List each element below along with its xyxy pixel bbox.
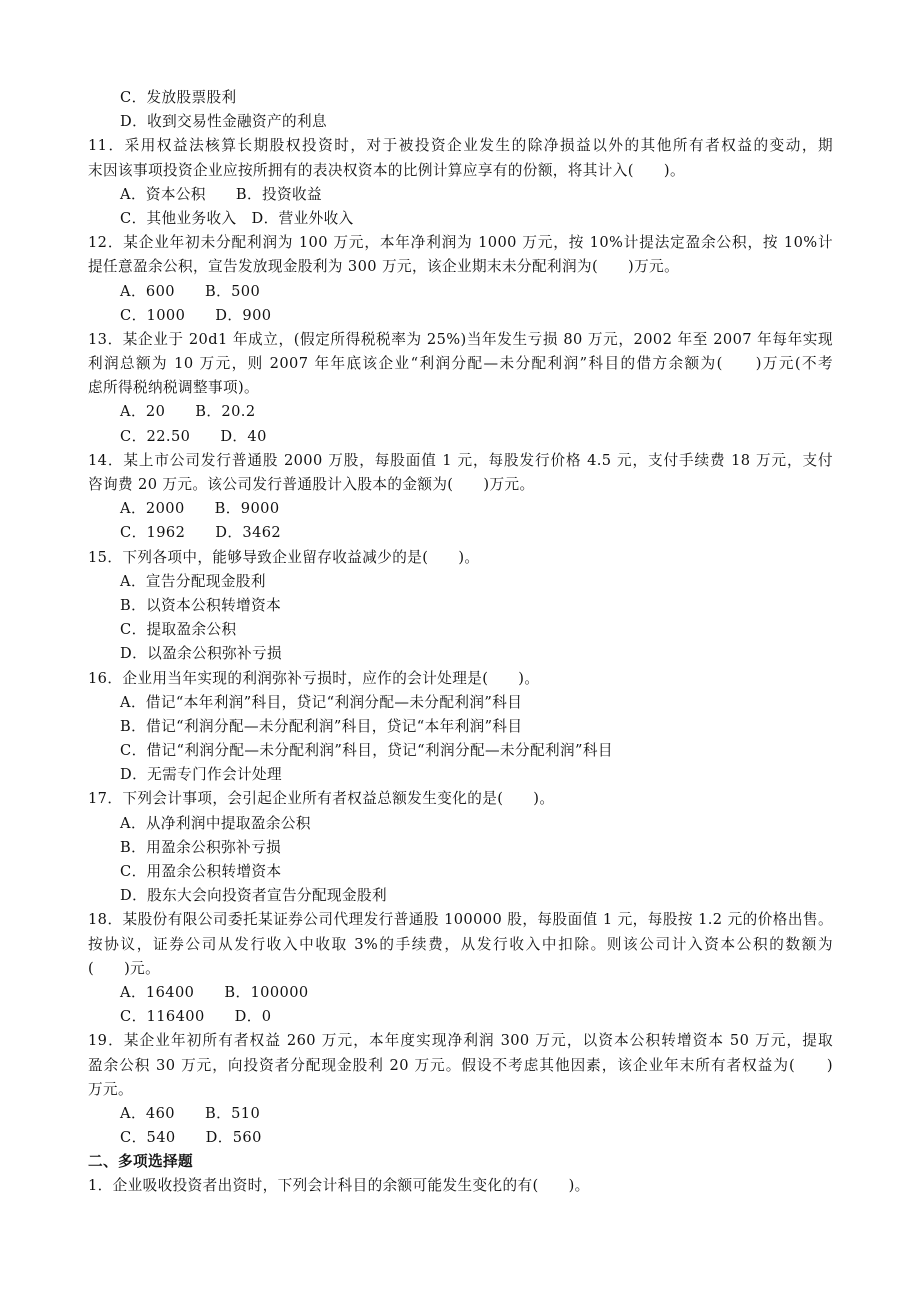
answer-option: C．22.50 D．40 <box>120 427 267 445</box>
question-text: 利润总额为 10 万元，则 2007 年年底该企业“利润分配—未分配利润”科目的借方余额为( )万元(不考 <box>88 355 833 373</box>
answer-option: B．用盈余公积弥补亏损 <box>120 838 282 856</box>
question-text: 16．企业用当年实现的利润弥补亏损时，应作的会计处理是( )。 <box>88 669 540 687</box>
answer-option: A．20 B．20.2 <box>120 403 256 421</box>
question-text: 1．企业吸收投资者出资时，下列会计科目的余额可能发生变化的有( )。 <box>88 1177 590 1195</box>
question-text: 万元。 <box>88 1080 133 1098</box>
answer-option: C．1962 D．3462 <box>120 524 282 542</box>
question-text: 13．某企业于 20d1 年成立，(假定所得税税率为 25%)当年发生亏损 80 万元，2002 年至 2007 年每年实现 <box>88 330 833 348</box>
answer-option: D．股东大会向投资者宣告分配现金股利 <box>120 887 387 905</box>
question-text: 15．下列各项中，能够导致企业留存收益减少的是( )。 <box>88 548 480 566</box>
answer-option: C．提取盈余公积 <box>120 621 237 639</box>
answer-option: B．借记“利润分配—未分配利润”科目，贷记“本年利润”科目 <box>120 717 523 735</box>
answer-option: C．用盈余公积转增资本 <box>120 863 282 880</box>
answer-option: D．收到交易性金融资产的利息 <box>120 113 328 131</box>
answer-option: A．460 B．510 <box>120 1104 261 1122</box>
document-page <box>0 86 920 1199</box>
question-text: 14．某上市公司发行普通股 2000 万股，每股面值 1 元，每股发行价格 4.5 元，支付手续费 18 万元，支付 <box>88 451 833 469</box>
answer-option: A．2000 B．9000 <box>120 500 280 518</box>
question-text: 虑所得税纳税调整事项)。 <box>88 379 260 397</box>
question-text: 按协议，证券公司从发行收入中收取 3%的手续费，从发行收入中扣除。则该公司计入资本公积的数额为 <box>88 935 833 953</box>
question-text: 17．下列会计事项，会引起企业所有者权益总额发生变化的是( )。 <box>88 790 555 808</box>
answer-option: C．1000 D．900 <box>120 306 272 324</box>
answer-option: C．发放股票股利 <box>120 89 237 106</box>
question-text: 18．某股份有限公司委托某证券公司代理发行普通股 100000 股，每股面值 1 元，每股按 1.2 元的价格出售。 <box>88 911 833 929</box>
answer-option: D．无需专门作会计处理 <box>120 766 283 784</box>
section-heading: 二、多项选择题 <box>88 1153 193 1171</box>
question-text: ( )元。 <box>88 959 161 977</box>
question-text: 咨询费 20 万元。该公司发行普通股计入股本的金额为( )万元。 <box>88 476 535 493</box>
question-text: 盈余公积 30 万元，向投资者分配现金股利 20 万元。假设不考虑其他因素，该企业年末所有者权益为( ) <box>88 1056 833 1074</box>
answer-option: C．540 D．560 <box>120 1129 262 1147</box>
answer-option: D．以盈余公积弥补亏损 <box>120 645 283 663</box>
question-text: 末因该事项投资企业应按所拥有的表决权资本的比例计算应享有的份额，将其计入( )。 <box>88 161 685 179</box>
answer-option: C．116400 D．0 <box>120 1008 272 1026</box>
answer-option: A．借记“本年利润”科目，贷记“利润分配—未分配利润”科目 <box>120 693 523 711</box>
answer-option: A．从净利润中提取盈余公积 <box>120 814 311 832</box>
answer-option: A．资本公积 B．投资收益 <box>120 185 322 203</box>
answer-option: A．宣告分配现金股利 <box>120 572 266 590</box>
answer-option: A．600 B．500 <box>120 282 261 300</box>
answer-option: A．16400 B．100000 <box>120 983 309 1001</box>
answer-option: C．其他业务收入 D．营业外收入 <box>120 209 354 227</box>
question-text: 12．某企业年初未分配利润为 100 万元，本年净利润为 1000 万元，按 10%计提法定盈余公积，按 10%计 <box>88 234 833 252</box>
answer-option: B．以资本公积转增资本 <box>120 596 282 614</box>
question-text: 19．某企业年初所有者权益 260 万元，本年度实现净利润 300 万元，以资本公积转增资本 50 万元，提取 <box>88 1032 833 1050</box>
question-text: 提任意盈余公积，宣告发放现金股利为 300 万元，该企业期末未分配利润为( )万元。 <box>88 258 680 276</box>
answer-option: C．借记“利润分配—未分配利润”科目，贷记“利润分配—未分配利润”科目 <box>120 742 613 760</box>
question-text: 11．采用权益法核算长期股权投资时，对于被投资企业发生的除净损益以外的其他所有者权益的变动，期 <box>88 137 833 155</box>
